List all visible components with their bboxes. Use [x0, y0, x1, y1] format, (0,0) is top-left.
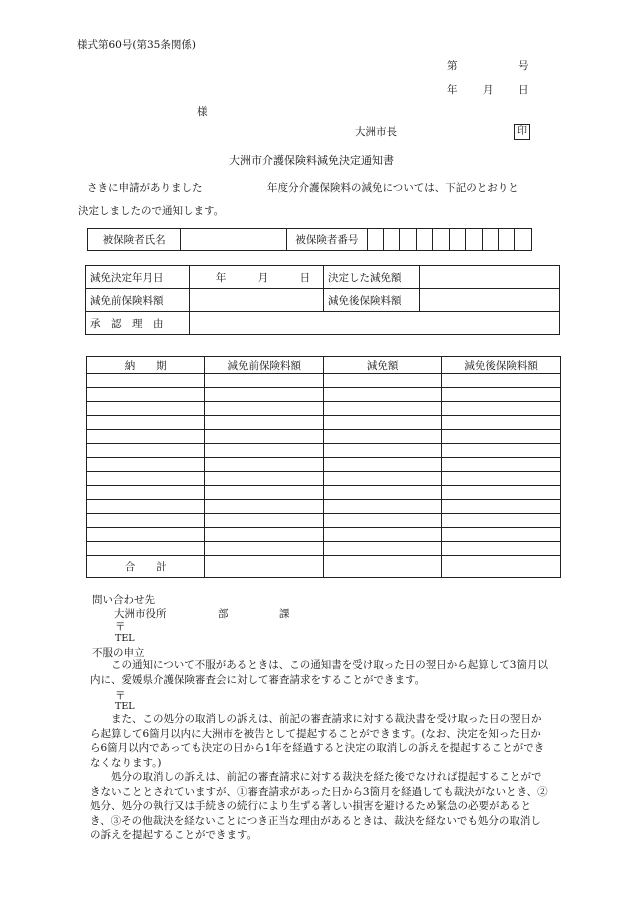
row-cell[interactable]: [205, 472, 324, 486]
intro-part2: 年度分介護保険料の減免については、下記のとおりと: [267, 182, 519, 194]
insured-number-label: 被保険者番号: [287, 229, 367, 251]
insured-number-digit[interactable]: [383, 229, 399, 251]
row-cell[interactable]: [87, 402, 205, 416]
contact-office: 大洲市役所: [114, 608, 167, 620]
row-cell[interactable]: [442, 430, 561, 444]
row-cell[interactable]: [205, 416, 324, 430]
total-row: [87, 556, 561, 578]
nen-label: 年: [447, 84, 458, 96]
table-row: [87, 430, 561, 444]
before-premium-label: 減免前保険料額: [86, 289, 190, 312]
row-cell[interactable]: [87, 500, 205, 514]
row-cell[interactable]: [87, 542, 205, 556]
before-premium-value[interactable]: [189, 289, 323, 312]
row-cell[interactable]: [442, 486, 561, 500]
table-row: [87, 374, 561, 388]
row-cell[interactable]: [87, 444, 205, 458]
insured-number-digit[interactable]: [482, 229, 498, 251]
insured-number-digit[interactable]: [433, 229, 449, 251]
payment-table: [86, 356, 561, 578]
row-cell[interactable]: [442, 500, 561, 514]
total-before[interactable]: [205, 556, 324, 578]
row-cell[interactable]: [87, 514, 205, 528]
table-row: [87, 388, 561, 402]
contact-heading: 問い合わせ先: [92, 594, 155, 606]
decision-date-label: 減免決定年月日: [86, 266, 190, 289]
row-cell[interactable]: [205, 402, 324, 416]
insured-table: [87, 228, 532, 251]
row-cell[interactable]: [442, 458, 561, 472]
row-cell[interactable]: [442, 542, 561, 556]
row-cell[interactable]: [205, 388, 324, 402]
decision-date-hi: 日: [299, 271, 311, 284]
row-cell[interactable]: [87, 430, 205, 444]
decision-date-value[interactable]: [189, 266, 323, 289]
table-row: [87, 416, 561, 430]
total-reduction[interactable]: [324, 556, 442, 578]
insured-number-digit[interactable]: [515, 229, 532, 251]
insured-number-digit[interactable]: [466, 229, 482, 251]
row-cell[interactable]: [324, 472, 442, 486]
decision-table: [85, 265, 560, 335]
row-cell[interactable]: [324, 486, 442, 500]
addressee-sama: 様: [197, 106, 208, 118]
row-cell[interactable]: [87, 388, 205, 402]
mayor-label: 大洲市長: [355, 126, 397, 138]
intro-line2: 決定しましたので通知します。: [78, 205, 225, 217]
row-cell[interactable]: [324, 402, 442, 416]
row-cell[interactable]: [442, 416, 561, 430]
table-row: [87, 542, 561, 556]
appeal-heading: 不服の申立: [92, 647, 145, 659]
row-cell[interactable]: [87, 374, 205, 388]
row-cell[interactable]: [87, 416, 205, 430]
row-cell[interactable]: [324, 514, 442, 528]
table-row: [87, 458, 561, 472]
document-title: 大洲市介護保険料減免決定通知書: [229, 154, 394, 167]
table-row: [87, 528, 561, 542]
row-cell[interactable]: [324, 542, 442, 556]
reason-value[interactable]: [189, 312, 559, 335]
insured-number-digit[interactable]: [400, 229, 416, 251]
decided-amount-value[interactable]: [419, 266, 559, 289]
row-cell[interactable]: [324, 528, 442, 542]
row-cell[interactable]: [324, 416, 442, 430]
row-cell[interactable]: [442, 388, 561, 402]
row-cell[interactable]: [324, 458, 442, 472]
table-row: [87, 500, 561, 514]
seal-mark: 印: [514, 124, 530, 140]
row-cell[interactable]: [205, 500, 324, 514]
table-row: [87, 402, 561, 416]
row-cell[interactable]: [442, 402, 561, 416]
tsuki-label: 月: [483, 84, 494, 96]
row-cell[interactable]: [442, 514, 561, 528]
decided-amount-label: 決定した減免額: [324, 266, 420, 289]
header-before: 減免前保険料額: [205, 357, 324, 374]
row-cell[interactable]: [205, 374, 324, 388]
insured-number-digit[interactable]: [449, 229, 465, 251]
row-cell[interactable]: [205, 514, 324, 528]
row-cell[interactable]: [442, 528, 561, 542]
dai-label: 第: [447, 60, 458, 72]
appeal-paragraph-2: また、この処分の取消しの訴えは、前記の審査請求に対する裁決書を受け取った日の翌日から起算して6箇月以内に大洲市を被告として提起することができます。(なお、決定を知った日から6箇月以内であっても決定の日から1年を経過すると決定の取消しの訴えを提起することができなくなります。): [90, 713, 545, 769]
appeal-postal-mark: 〒: [115, 690, 126, 702]
row-cell[interactable]: [442, 444, 561, 458]
go-label: 号: [518, 60, 529, 72]
total-label: 合 計: [87, 556, 205, 578]
row-cell[interactable]: [205, 528, 324, 542]
table-row: [87, 472, 561, 486]
table-row: [87, 514, 561, 528]
after-premium-label: 減免後保険料額: [324, 289, 420, 312]
insured-number-digit[interactable]: [416, 229, 432, 251]
row-cell[interactable]: [442, 374, 561, 388]
row-cell[interactable]: [87, 458, 205, 472]
table-row: [87, 486, 561, 500]
contact-bu: 部: [218, 608, 229, 620]
decision-date-tsuki: 月: [257, 271, 269, 284]
row-cell[interactable]: [324, 444, 442, 458]
row-cell[interactable]: [205, 542, 324, 556]
reason-label: 承 認 理 由: [86, 312, 190, 335]
row-cell[interactable]: [87, 486, 205, 500]
row-cell[interactable]: [324, 430, 442, 444]
row-cell[interactable]: [324, 374, 442, 388]
appeal-paragraph-1: この通知について不服があるときは、この通知書を受け取った日の翌日から起算して3箇月以内に、愛媛県介護保険審査会に対して審査請求をすることができます。: [90, 659, 548, 686]
row-cell[interactable]: [87, 528, 205, 542]
total-after[interactable]: [442, 556, 561, 578]
header-after: 減免後保険料額: [442, 357, 561, 374]
contact-ka: 課: [279, 608, 290, 620]
decision-date-nen: 年: [215, 271, 227, 284]
contact-tel-label: TEL: [115, 633, 135, 644]
header-reduction: 減免額: [324, 357, 442, 374]
row-cell[interactable]: [205, 458, 324, 472]
hi-label: 日: [518, 84, 529, 96]
appeal-tel-label: TEL: [115, 701, 135, 712]
intro-part1: さきに申請がありました: [87, 182, 203, 194]
insured-number-digit[interactable]: [367, 229, 383, 251]
row-cell[interactable]: [324, 388, 442, 402]
form-number: 様式第60号(第35条関係): [77, 39, 196, 51]
row-cell[interactable]: [205, 430, 324, 444]
row-cell[interactable]: [205, 486, 324, 500]
row-cell[interactable]: [442, 472, 561, 486]
row-cell[interactable]: [205, 444, 324, 458]
table-row: [87, 444, 561, 458]
header-period: 納 期: [87, 357, 205, 374]
contact-postal-mark: 〒: [115, 621, 126, 633]
insured-name-label: 被保険者氏名: [88, 229, 181, 251]
row-cell[interactable]: [87, 472, 205, 486]
insured-number-digit[interactable]: [499, 229, 515, 251]
appeal-paragraph-3: 処分の取消しの訴えは、前記の審査請求に対する裁決を経た後でなければ提起することができないこととされていますが、①審査請求があった日から3箇月を経過しても裁決がないとき、②処分、処分の執行又は手続きの続行により生ずる著しい損害を避けるため緊急の必要があるとき、③その他裁決を経ないことにつき正当な理由があるときは、裁決を経ないでも処分の取消しの訴えを提起することができます。: [90, 771, 548, 841]
after-premium-value[interactable]: [419, 289, 559, 312]
insured-name-value[interactable]: [181, 229, 287, 251]
row-cell[interactable]: [324, 500, 442, 514]
